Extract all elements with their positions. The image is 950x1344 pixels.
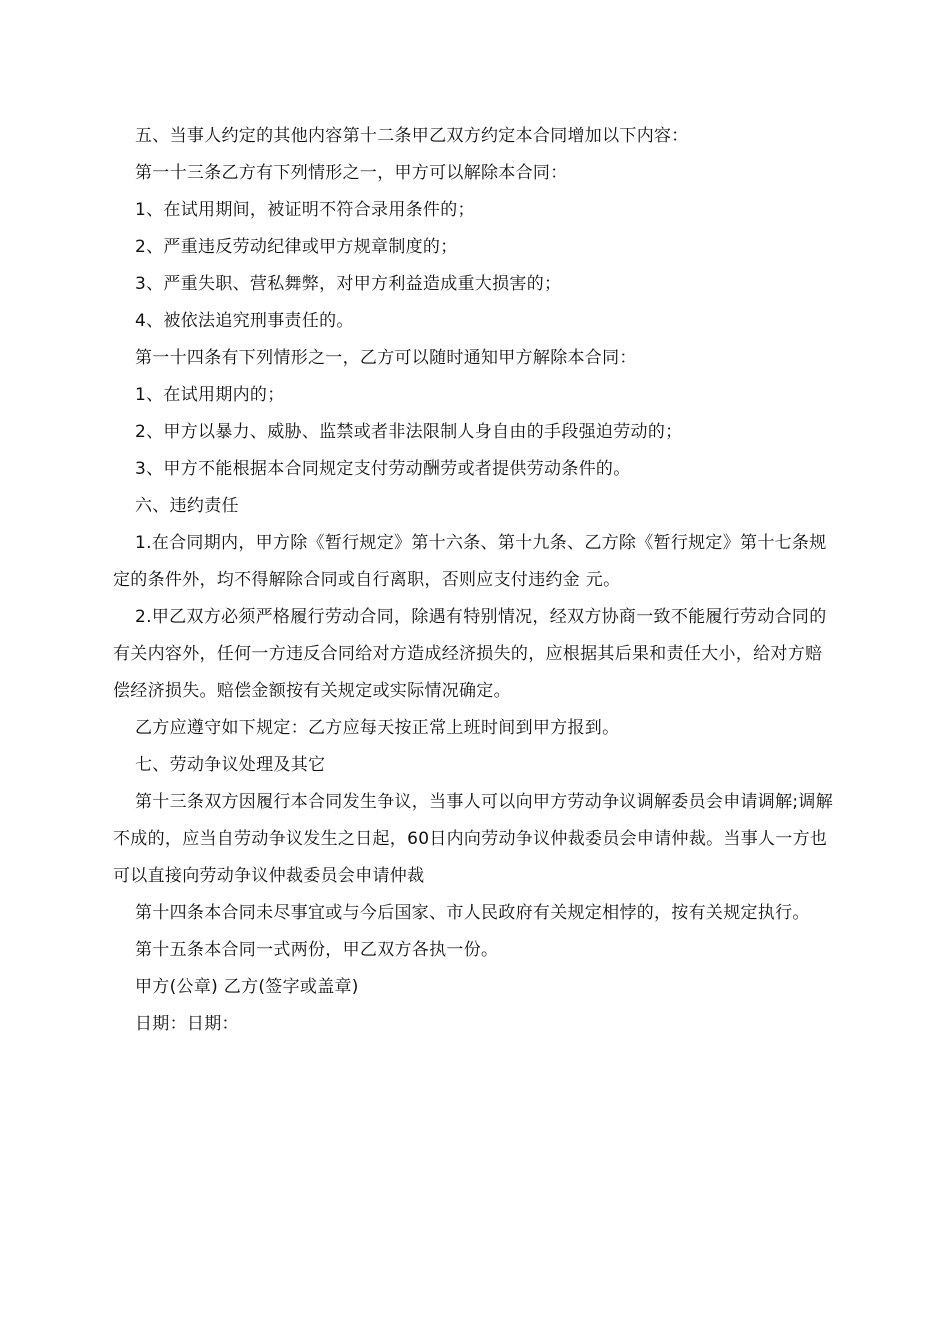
- section-heading-dispute: 七、劳动争议处理及其它: [135, 755, 326, 775]
- paragraph-article-13-item-2: 2、严重违反劳动纪律或甲方规章制度的；: [135, 237, 458, 257]
- paragraph-article-14-item-2: 2、甲方以暴力、威胁、监禁或者非法限制人身自由的手段强迫劳动的；: [135, 422, 683, 442]
- paragraph-liability-1: 1.在合同期内，甲方除《暂行规定》第十六条、第十九条、乙方除《暂行规定》第十七条规定的条件外，均不得解除合同或自行离职，否则应支付违约金 元。: [113, 533, 827, 590]
- paragraph-article-13-item-4: 4、被依法追究刑事责任的。: [135, 311, 354, 331]
- section-heading-liability: 六、违约责任: [135, 496, 239, 516]
- paragraph-article-14-title: 第一十四条有下列情形之一，乙方可以随时通知甲方解除本合同：: [135, 348, 637, 368]
- signature-line: 甲方(公章) 乙方(签字或盖章): [135, 977, 359, 997]
- paragraph-article-13-item-3: 3、严重失职、营私舞弊，对甲方利益造成重大损害的；: [135, 274, 562, 294]
- paragraph-dispute-15: 第十五条本合同一式两份，甲乙双方各执一份。: [135, 940, 499, 960]
- paragraph-article-13-item-1: 1、在试用期间，被证明不符合录用条件的；: [135, 200, 475, 220]
- paragraph-work-rule: 乙方应遵守如下规定：乙方应每天按正常上班时间到甲方报到。: [135, 718, 620, 738]
- contract-body: [113, 118, 837, 1043]
- date-line: 日期：日期：: [135, 1014, 239, 1034]
- paragraph-article-14-item-3: 3、甲方不能根据本合同规定支付劳动酬劳或者提供劳动条件的。: [135, 459, 631, 479]
- paragraph-other-agreed-content: 五、当事人约定的其他内容第十二条甲乙双方约定本合同增加以下内容：: [135, 126, 689, 146]
- paragraph-article-14-item-1: 1、在试用期内的；: [135, 385, 285, 405]
- paragraph-dispute-13: 第十三条双方因履行本合同发生争议，当事人可以向甲方劳动争议调解委员会申请调解;调解不成的，应当自劳动争议发生之日起，60日内向劳动争议仲裁委员会申请仲裁。当事人一方也可以直接向劳动争议仲裁委员会申请仲裁: [113, 792, 834, 886]
- paragraph-dispute-14: 第十四条本合同未尽事宜或与今后国家、市人民政府有关规定相悖的，按有关规定执行。: [135, 903, 810, 923]
- paragraph-article-13-title: 第一十三条乙方有下列情形之一，甲方可以解除本合同：: [135, 163, 568, 183]
- paragraph-liability-2: 2.甲乙双方必须严格履行劳动合同，除遇有特别情况，经双方协商一致不能履行劳动合同的有关内容外，任何一方违反合同给对方造成经济损失的，应根据其后果和责任大小，给对方赔偿经济损失。赔偿金额按有关规定或实际情况确定。: [113, 607, 827, 701]
